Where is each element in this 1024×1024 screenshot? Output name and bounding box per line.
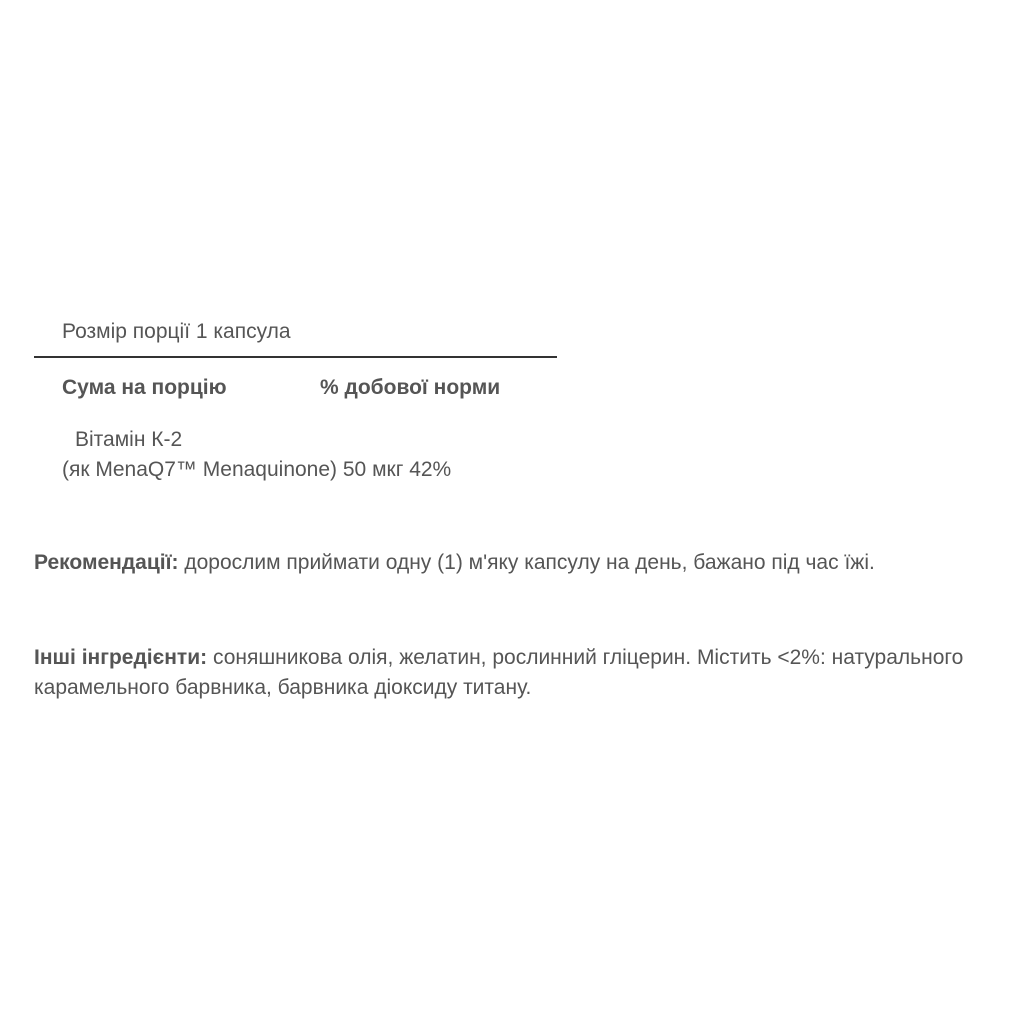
other-ingredients-paragraph bbox=[34, 643, 994, 703]
nutrient-source: (як MenaQ7™ Menaquinone) bbox=[62, 458, 338, 481]
nutrient-name: Вітамін К-2 bbox=[75, 428, 183, 451]
recommendations-label: Рекомендації: bbox=[34, 551, 179, 574]
other-ingredients-label: Інші інгредієнти: bbox=[34, 646, 208, 669]
other-ingredients-text: соняшникова олія, желатин, рослинний гліцерин. Містить <2%: натурального карамельного барвника, барвника діоксиду титану. bbox=[34, 646, 964, 699]
serving-size: Розмір порції 1 капсула bbox=[62, 320, 291, 343]
header-amount-per-serving: Сума на порцію bbox=[62, 376, 227, 399]
nutrient-daily-value: 42% bbox=[409, 458, 452, 481]
recommendations-paragraph bbox=[34, 548, 994, 578]
divider-line bbox=[34, 356, 557, 358]
header-daily-value: % добової норми bbox=[320, 376, 501, 399]
nutrient-row bbox=[62, 456, 451, 484]
recommendations-text: дорослим приймати одну (1) м'яку капсулу на день, бажано під час їжі. bbox=[184, 551, 875, 574]
nutrient-amount: 50 мкг bbox=[342, 458, 404, 481]
